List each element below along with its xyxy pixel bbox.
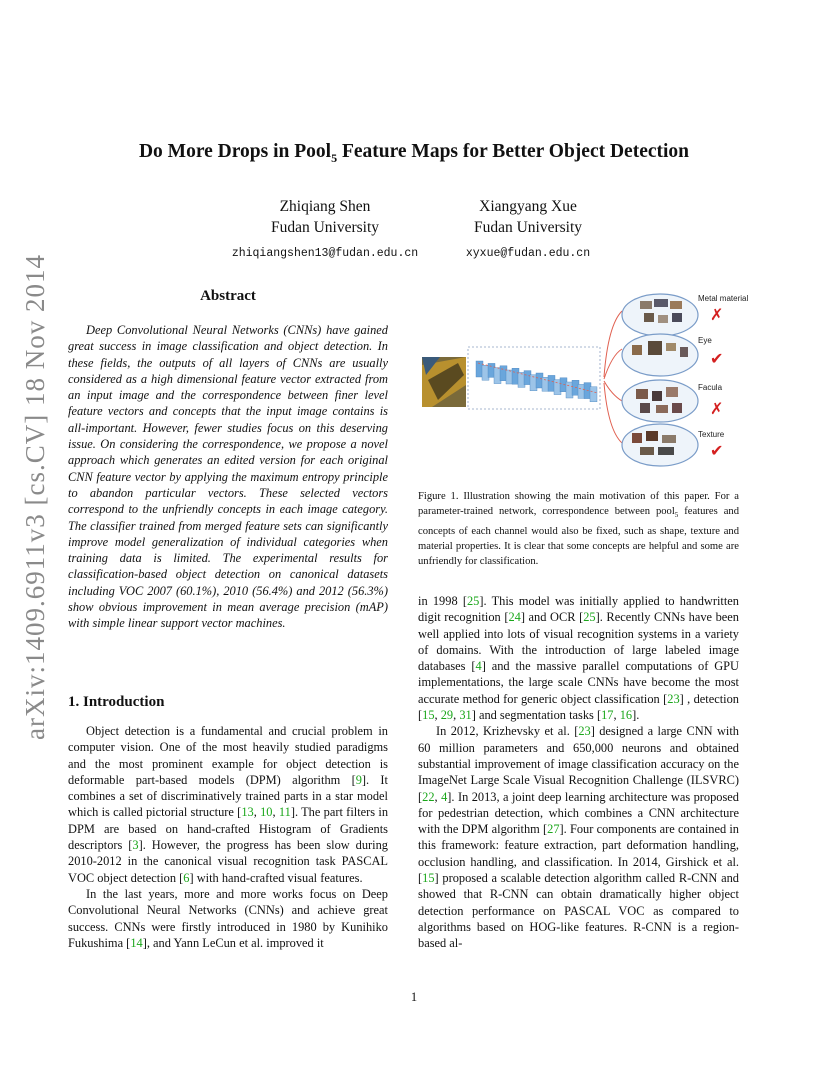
citation-link[interactable]: 25 <box>466 594 480 608</box>
citation-link[interactable]: 15 <box>422 708 435 723</box>
author-email[interactable]: xyxue@fudan.edu.cn <box>465 247 591 260</box>
body-text: , <box>272 805 279 820</box>
abstract-text: Deep Convolutional Neural Networks (CNNs) have gained great success in image classification and object detection. In these fields, the outputs of all layers of CNNs are usually considered as a high dimensional feature vector extracted from an input image and the correspondence between finer level feature vectors and concepts that the input image contains is all-important. However, fewer studies focus on this deserving issue. On considering the correspondence, we propose a novel approach which generates an edited version for each original CNN feature vector by applying the maximum entropy principle to abandon particular vectors. These selected vectors correspond to the unfriendly concepts in each image category. The classifier trained from merged feature sets can significantly improve model generalization of individual categories when training data is limited. The experimental results for classification-based object detection on canonical datasets including VOC 2007 (60.1%), 2010 (56.4%) and 2012 (56.3%) show obvious improvement in mean average precision (mAP) with simple linear support vector machines. <box>68 323 388 631</box>
body-text: In the last years, more and more works focus on Deep Convolutional Neural Networks (CNNs) and achieve great success. CNNs were firstly introduced in 1980 by Kunihiko Fukushima [ <box>68 886 388 950</box>
concept-label-metal: Metal material <box>698 294 749 303</box>
body-text: , <box>613 708 620 723</box>
body-text: ] and segmentation tasks [ <box>471 708 602 723</box>
body-text: ]. In 2013, a joint deep learning architecture was proposed for pedestrian detection, which combines a CNN architecture with the DPM algorithm [ <box>418 789 740 837</box>
concept-label-facula: Facula <box>698 383 723 392</box>
citation-link[interactable]: 25 <box>583 610 596 625</box>
citation-link[interactable]: 4 <box>475 659 482 674</box>
citation-link[interactable]: 31 <box>459 708 472 723</box>
citation-link[interactable]: 17 <box>601 708 614 723</box>
arrows <box>604 311 622 443</box>
body-text: ]. However, the progress has been slow during 2010-2012 in the canonical visual recognition task PASCAL VOC object detection [ <box>68 838 388 885</box>
citation-link[interactable]: 9 <box>355 772 362 787</box>
body-text: , <box>434 708 441 723</box>
body-text: ]. <box>632 708 640 723</box>
citation-link[interactable]: 22 <box>422 789 435 804</box>
body-text: ]. The part filters in DPM are based on hand-crafted Histogram of Gradients descriptors [ <box>68 805 389 853</box>
citation-link[interactable]: 13 <box>241 805 254 820</box>
citation-link[interactable]: 29 <box>440 708 454 723</box>
citation-link[interactable]: 27 <box>547 822 560 837</box>
cross-mark-icon: ✗ <box>710 305 724 324</box>
body-text: , <box>453 708 460 723</box>
citation-link[interactable]: 23 <box>578 724 591 739</box>
abstract-heading: Abstract <box>200 288 256 304</box>
body-text: ], and Yann LeCun et al. improved it <box>142 935 324 950</box>
left-column-text <box>68 723 388 951</box>
body-paragraph <box>418 723 739 951</box>
input-image <box>422 357 466 407</box>
citation-link[interactable]: 15 <box>422 871 435 886</box>
body-paragraph <box>418 593 739 723</box>
citation-link[interactable]: 16 <box>619 708 633 723</box>
body-text: ]. Four components are contained in this framework: feature extraction, part deformation handling, occlusion handling, and classification. In 2014, Girshick et al. [ <box>418 822 739 886</box>
figure-caption: Figure 1. Illustration showing the main motivation of this paper. For a parameter-trained network, correspondence between pool$_5$ features and concepts of each channel would also be fixed, such as shape, texture and material properties. It is clear that some concepts are helpful and some are unfriendly for classification. <box>418 491 739 567</box>
concept-label-texture: Texture <box>698 430 725 439</box>
citation-link[interactable]: 10 <box>260 805 273 820</box>
body-text: ] designed a large CNN with 60 million parameters and 650,000 neurons and obtained substantial improvement of image classification accuracy on the ImageNet Large Scale Visual Recognition Challenge (ILSVRC) [ <box>418 724 740 804</box>
author-affiliation: Fudan University <box>270 219 380 236</box>
body-paragraph <box>68 723 388 886</box>
section-heading: 1. Introduction <box>68 694 165 710</box>
body-text: ] proposed a scalable detection algorithm called R-CNN and showed that R-CNN can obtain dramatically higher object detection performance on PASCAL VOC as compared to algorithms based on HOG-like features. R-CNN is a region-based al- <box>418 871 739 951</box>
arxiv-identifier: arXiv:1409.6911v3 [cs.CV] 18 Nov 2014 <box>20 254 50 740</box>
right-column-text <box>418 593 739 952</box>
author-name: Zhiqiang Shen <box>279 198 371 215</box>
author-email[interactable]: zhiqiangshen13@fudan.edu.cn <box>231 247 419 260</box>
author-block-2 <box>428 196 628 264</box>
citation-link[interactable]: 6 <box>183 870 190 885</box>
body-text: , <box>434 789 442 804</box>
layer-block <box>590 387 597 402</box>
check-mark-icon: ✔ <box>710 441 724 460</box>
body-text: ]. Recently CNNs have been well applied into lots of visual recognition systems in a variety of domains. With the introduction of large labeled image databases [ <box>418 610 739 674</box>
check-mark-icon: ✔ <box>710 349 724 368</box>
body-text: In 2012, Krizhevsky et al. [ <box>436 724 579 739</box>
author-affiliation: Fudan University <box>473 219 583 236</box>
body-text: ] with hand-crafted visual features. <box>189 870 363 885</box>
body-text: , <box>253 805 261 820</box>
citation-link[interactable]: 23 <box>667 691 680 706</box>
citation-link[interactable]: 3 <box>132 838 139 853</box>
body-text: ] and the massive parallel computations of GPU implementations, the large scale CNNs have become the most accurate method for generic object classification [ <box>418 659 740 706</box>
body-text: ]. It combines a set of discriminatively trained parts in a star model which is called pictorial structure [ <box>68 772 388 820</box>
body-text: ]. This model was initially applied to handwritten digit recognition [ <box>418 594 739 625</box>
citation-link[interactable]: 4 <box>441 789 448 804</box>
paper-title: Do More Drops in Pool$_5$ Feature Maps for Better Object Detection <box>138 141 690 165</box>
citation-link[interactable]: 14 <box>130 935 143 950</box>
author-block-1 <box>205 196 445 264</box>
concept-label-eye: Eye <box>698 336 712 345</box>
citation-link[interactable]: 24 <box>508 610 521 625</box>
cross-mark-icon: ✗ <box>710 399 724 418</box>
body-paragraph <box>68 886 388 951</box>
body-text: in 1998 [ <box>418 594 467 608</box>
body-text: ] , detection [ <box>418 691 739 723</box>
body-text: Object detection is a fundamental and crucial problem in computer vision. One of the most heavily studied paradigms and the most prominent example for object detection is deformable part-based models (DPM) algorithm [ <box>68 724 388 787</box>
author-name: Xiangyang Xue <box>479 198 577 215</box>
figure-1 <box>418 285 758 480</box>
page-number: 1 <box>410 990 418 1004</box>
citation-link[interactable]: 11 <box>278 805 291 820</box>
cnn-layers <box>476 361 598 402</box>
body-text: ] and OCR [ <box>520 610 584 625</box>
